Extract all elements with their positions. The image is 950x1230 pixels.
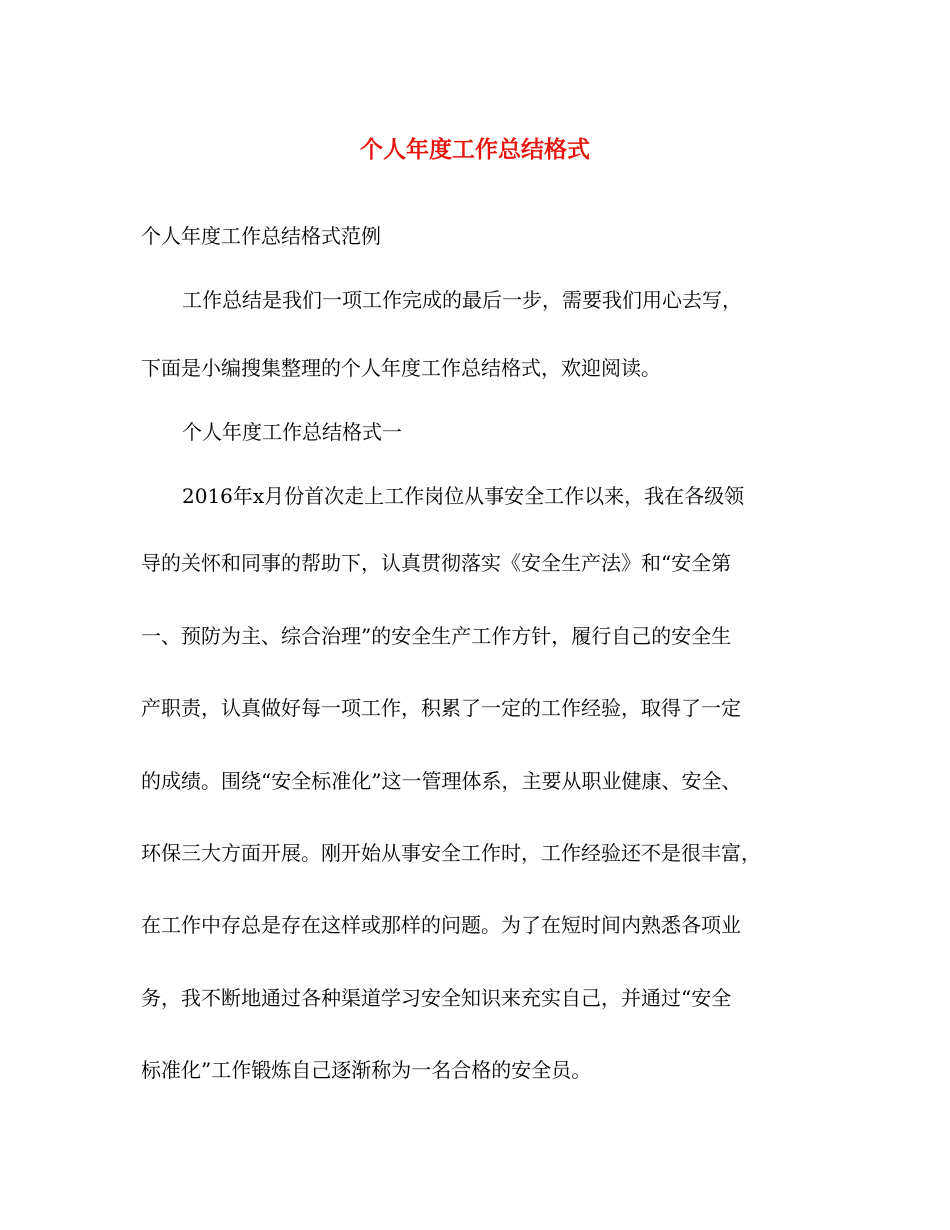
paragraph-line: 的成绩。围绕“安全标准化”这一管理体系，主要从职业健康、安全、	[141, 769, 742, 793]
document-title: 个人年度工作总结格式	[360, 136, 590, 163]
paragraph-line: 下面是小编搜集整理的个人年度工作总结格式，欢迎阅读。	[141, 356, 661, 380]
paragraph-line: 2016年x月份首次走上工作岗位从事安全工作以来，我在各级领	[182, 484, 745, 508]
paragraph-line: 在工作中存总是存在这样或那样的问题。为了在短时间内熟悉各项业	[141, 913, 741, 937]
paragraph-line: 导的关怀和同事的帮助下，认真贯彻落实《安全生产法》和“安全第	[141, 551, 732, 575]
paragraph-line: 工作总结是我们一项工作完成的最后一步，需要我们用心去写，	[182, 288, 742, 312]
paragraph-line: 务，我不断地通过各种渠道学习安全知识来充实自己，并通过“安全	[141, 986, 732, 1010]
subtitle-line: 个人年度工作总结格式范例	[141, 224, 381, 248]
section-heading: 个人年度工作总结格式一	[182, 420, 402, 444]
paragraph-line: 一、预防为主、综合治理”的安全生产工作方针，履行自己的安全生	[141, 624, 732, 648]
paragraph-line: 产职责，认真做好每一项工作，积累了一定的工作经验，取得了一定	[141, 696, 741, 720]
paragraph-line: 环保三大方面开展。刚开始从事安全工作时，工作经验还不是很丰富，	[141, 841, 761, 865]
paragraph-line: 标准化”工作锻炼自己逐渐称为一名合格的安全员。	[141, 1058, 592, 1082]
